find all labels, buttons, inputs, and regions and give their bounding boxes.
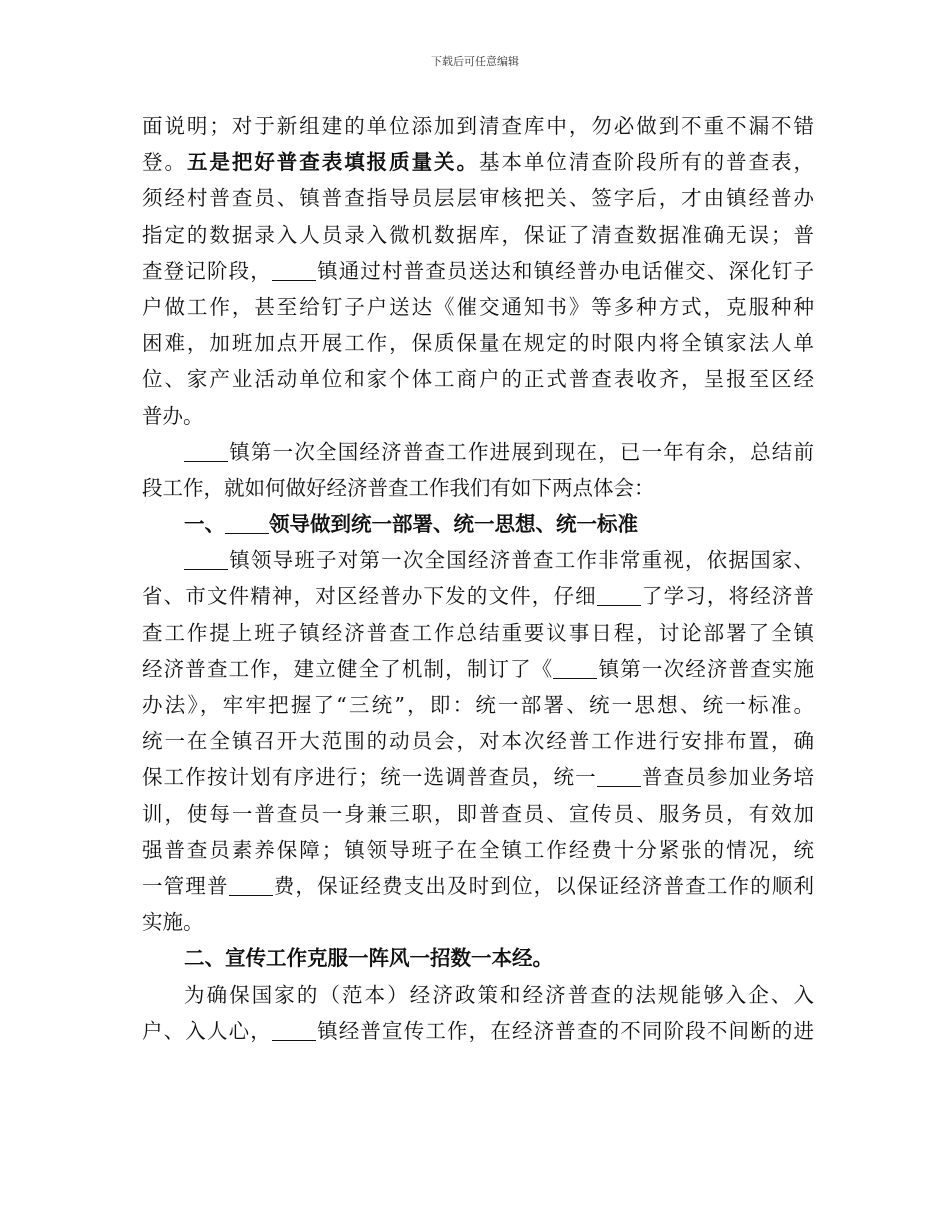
body-text: 办法》，牢牢把握了“三统”，即：统一部署、统一思想、统一标准。 (142, 693, 814, 717)
text-line (142, 651, 814, 687)
body-text: 镇第一次经济普查实施 (597, 656, 814, 681)
text-line (142, 1013, 814, 1049)
body-text: 了学习，将经济普 (640, 584, 814, 609)
text-line (142, 542, 814, 578)
text-line (142, 723, 814, 759)
body-text: 统一在全镇召开大范围的动员会，对本次经普工作进行安排布置，确 (142, 729, 814, 754)
text-line (142, 868, 814, 904)
body-text: 基本单位清查阶段所有的普查表， (479, 150, 814, 175)
bold-heading-text: 二、宣传工作克服一阵风一招数一本经。 (184, 946, 553, 971)
text-line (142, 832, 814, 868)
body-text: 登。 (142, 150, 187, 175)
text-line (142, 144, 814, 180)
body-text: 镇通过村普查员送达和镇经普办电话催交、深化钉子 (315, 258, 814, 283)
body-text: 省、市文件精神，对区经普办下发的文件，仔细 (142, 584, 597, 609)
text-line (142, 977, 814, 1013)
body-text: 镇第一次全国经济普查工作进展到现在，已一年有余，总结前 (228, 439, 814, 464)
document-body (142, 108, 814, 1049)
text-line (142, 108, 814, 144)
body-text: 实施。 (142, 910, 204, 935)
text-line (142, 506, 814, 542)
text-line (142, 289, 814, 325)
fill-in-blank (597, 766, 641, 787)
text-line (142, 940, 814, 976)
text-line (142, 180, 814, 216)
body-text: 一管理普 (142, 873, 229, 898)
body-text: 普查员参加业务培 (640, 765, 814, 790)
text-line (142, 687, 814, 723)
text-line (142, 470, 814, 506)
body-text: 强普查员素养保障；镇领导班子在全镇工作经费十分紧张的情况，统 (142, 837, 814, 862)
text-line (142, 217, 814, 253)
body-text: 镇领导班子对第一次全国经济普查工作非常重视，依据国家、 (228, 548, 814, 573)
fill-in-blank (272, 260, 316, 281)
text-line (142, 253, 814, 289)
text-line (142, 325, 814, 361)
body-text: 困难，加班加点开展工作，保质保量在规定的时限内将全镇家法人单 (142, 331, 814, 356)
text-line (142, 796, 814, 832)
text-line (142, 361, 814, 397)
body-text: 面说明；对于新组建的单位添加到清查库中，勿必做到不重不漏不错 (142, 114, 814, 138)
text-line (142, 434, 814, 470)
body-text: 位、家产业活动单位和家个体工商户的正式普查表收齐，呈报至区经 (142, 367, 814, 392)
fill-in-blank (225, 513, 269, 534)
bold-heading-text: 领导做到统一部署、统一思想、统一标准 (269, 512, 638, 537)
body-text: 经济普查工作，建立健全了机制，制订了《 (142, 656, 554, 681)
bold-heading-text: 一、 (184, 512, 225, 537)
text-line (142, 615, 814, 651)
text-line (142, 759, 814, 795)
body-text: 为确保国家的（范本）经济政策和经济普查的法规能够入企、入 (184, 982, 814, 1007)
fill-in-blank (597, 585, 641, 606)
body-text: 指定的数据录入人员录入微机数据库，保证了清查数据准确无误；普 (142, 222, 814, 247)
fill-in-blank (184, 549, 228, 570)
fill-in-blank (553, 658, 597, 679)
body-text: 普办。 (142, 403, 204, 428)
bold-heading-text: 五是把好普查表填报质量关。 (186, 150, 479, 175)
text-line (142, 398, 814, 434)
body-text: 镇经普宣传工作，在经济普查的不同阶段不间断的进 (315, 1018, 814, 1043)
body-text: 须经村普查员、镇普查指导员层层审核把关、签字后，才由镇经普办 (142, 186, 814, 211)
body-text: 户、入人心， (142, 1018, 272, 1043)
fill-in-blank (272, 1020, 316, 1041)
body-text: 训，使每一普查员一身兼三职，即普查员、宣传员、服务员，有效加 (142, 801, 814, 826)
body-text: 查工作提上班子镇经济普查工作总结重要议事日程，讨论部署了全镇 (142, 620, 814, 645)
page-header-note: 下载后可任意编辑 (431, 55, 519, 68)
body-text: 查登记阶段， (142, 258, 272, 283)
text-line (142, 904, 814, 940)
fill-in-blank (229, 875, 273, 896)
fill-in-blank (184, 441, 228, 462)
body-text: 段工作，就如何做好经济普查工作我们有如下两点体会： (142, 475, 655, 500)
text-line (142, 578, 814, 614)
body-text: 费，保证经费支出及时到位，以保证经济普查工作的顺利 (272, 873, 814, 898)
body-text: 保工作按计划有序进行；统一选调普查员，统一 (142, 765, 597, 790)
body-text: 户做工作，甚至给钉子户送达《催交通知书》等多种方式，克服种种 (142, 294, 814, 319)
